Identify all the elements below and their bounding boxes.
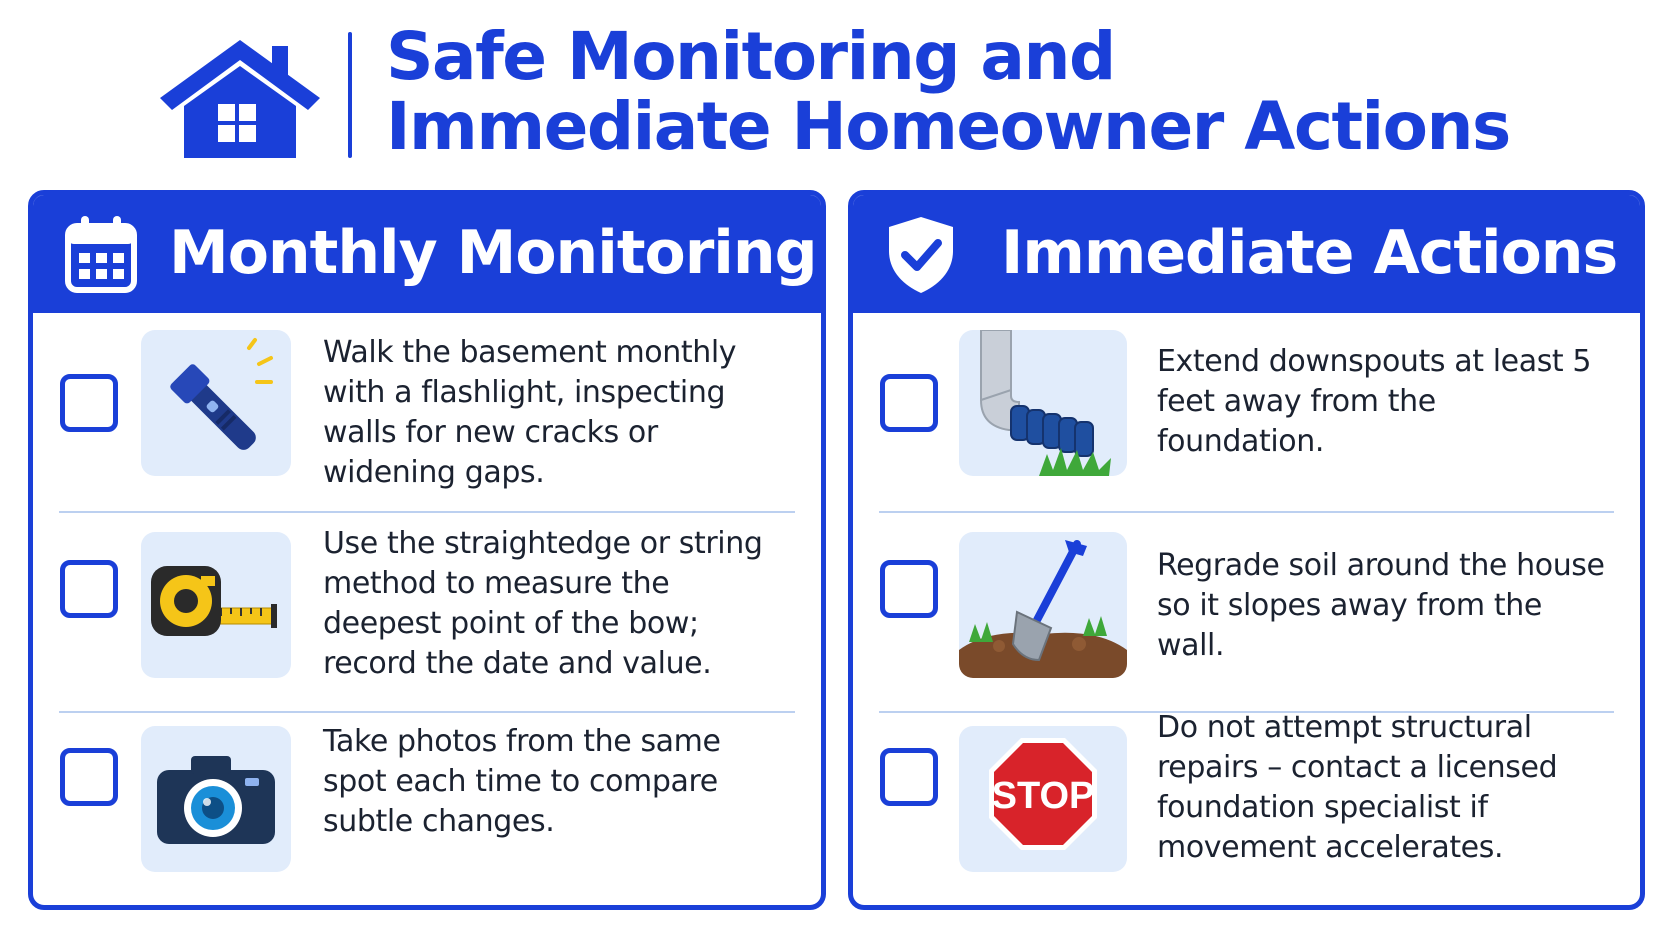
- page-title-line-1: Safe Monitoring and: [386, 18, 1115, 95]
- flashlight-icon: [141, 330, 291, 476]
- stop-sign-icon: [959, 726, 1127, 872]
- page-title: [386, 18, 1510, 165]
- header-divider: [348, 32, 352, 158]
- item-text: Take photos from the same spot each time to compare subtle changes.: [323, 724, 721, 839]
- icon-tile: [959, 330, 1127, 476]
- immediate-actions-panel: [848, 190, 1645, 910]
- tape-measure-icon: [141, 532, 291, 678]
- icon-tile: [141, 726, 291, 872]
- page-title-line-2: Immediate Homeowner Actions: [386, 88, 1510, 165]
- panel-header: [33, 195, 821, 313]
- icon-tile: [141, 532, 291, 678]
- checkbox[interactable]: [60, 374, 118, 432]
- shovel-icon: [959, 532, 1127, 678]
- camera-icon: [141, 726, 291, 872]
- item-text: Regrade soil around the house so it slopes away from the wall.: [1157, 548, 1605, 663]
- checkbox[interactable]: [880, 748, 938, 806]
- page-header: [0, 0, 1672, 180]
- panel-title: Monthly Monitoring: [169, 218, 817, 288]
- checkbox[interactable]: [60, 560, 118, 618]
- checklist-item: [33, 513, 821, 713]
- checklist-item: [33, 313, 821, 513]
- checklist-item: [853, 710, 1640, 910]
- item-text: Walk the basement monthly with a flashlight, inspecting walls for new cracks or widening gaps.: [323, 335, 737, 490]
- checkbox[interactable]: [880, 374, 938, 432]
- checklist: [33, 313, 821, 905]
- checklist-item: [853, 313, 1640, 513]
- monthly-monitoring-panel: [28, 190, 826, 910]
- shield-check-icon: [883, 213, 959, 295]
- calendar-icon: [63, 213, 139, 295]
- icon-tile: [959, 532, 1127, 678]
- item-text: Extend downspouts at least 5 feet away from the foundation.: [1157, 344, 1592, 459]
- panel-title: Immediate Actions: [1001, 218, 1618, 288]
- checkbox[interactable]: [880, 560, 938, 618]
- icon-tile: [959, 726, 1127, 872]
- house-icon: [156, 36, 324, 160]
- checklist: [853, 313, 1640, 905]
- item-text: Use the straightedge or string method to measure the deepest point of the bow; record the date and value.: [323, 526, 763, 681]
- checklist-item: [33, 713, 821, 910]
- item-text: Do not attempt structural repairs – contact a licensed foundation specialist if movement accelerates.: [1157, 710, 1558, 865]
- stop-sign-text: STOP: [991, 775, 1095, 817]
- checklist-item: [853, 513, 1640, 713]
- panel-header: [853, 195, 1640, 313]
- checkbox[interactable]: [60, 748, 118, 806]
- icon-tile: [141, 330, 291, 476]
- downspout-icon: [959, 330, 1127, 476]
